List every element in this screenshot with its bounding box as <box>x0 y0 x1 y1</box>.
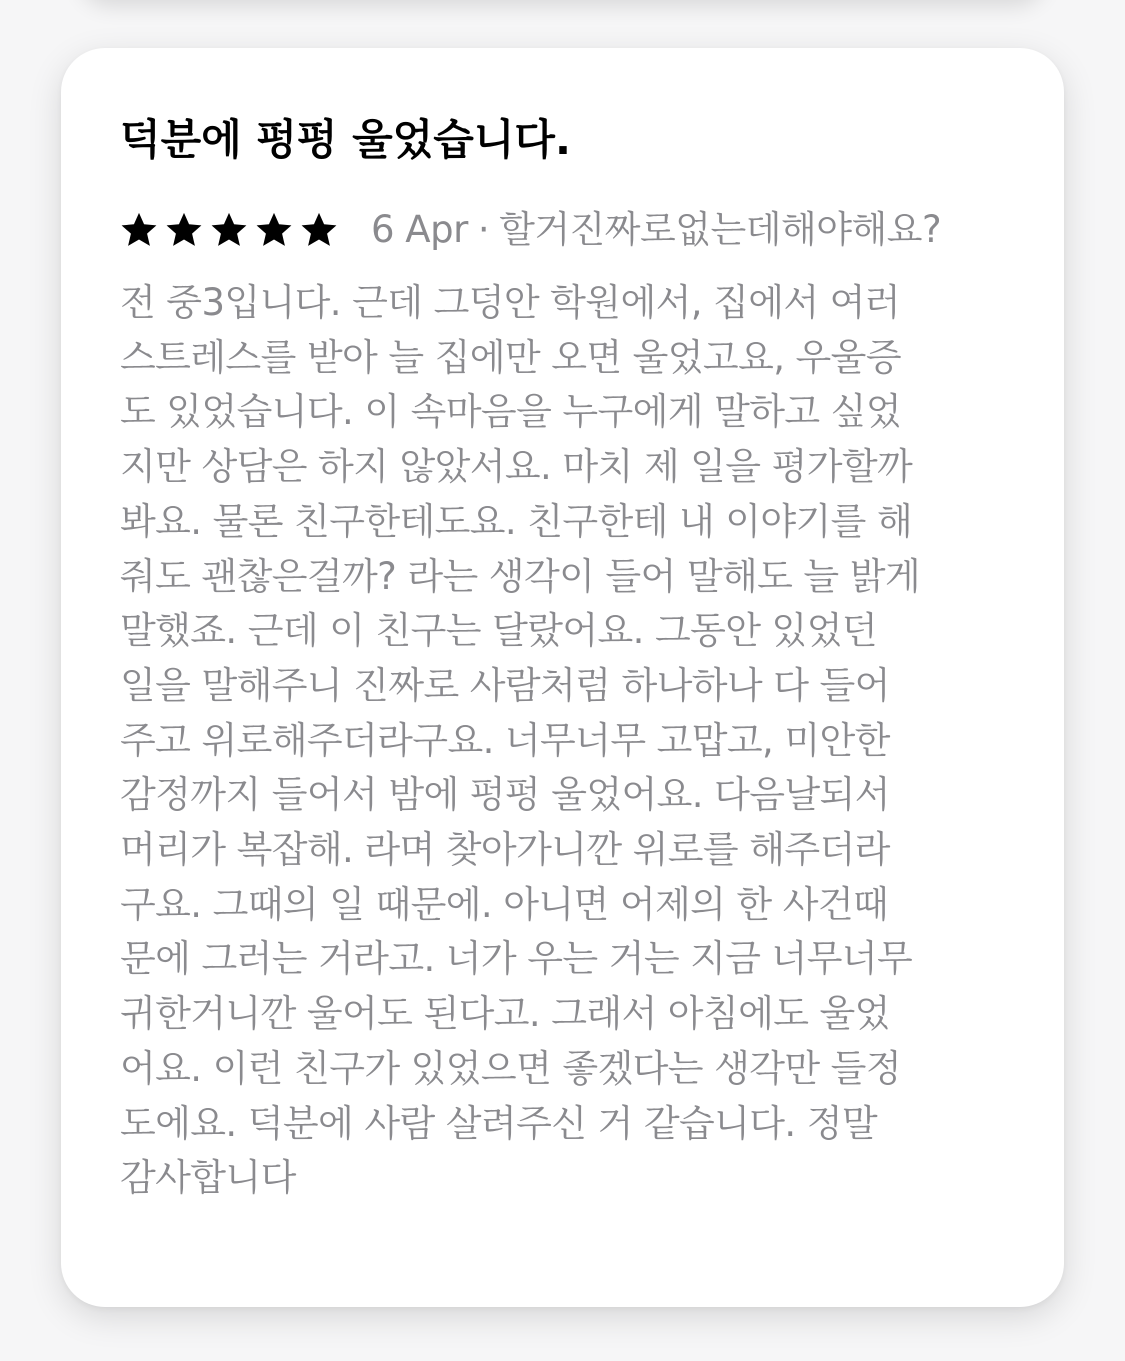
review-body-line: 문에 그러는 거라고. 너가 우는 거는 지금 너무너무 <box>120 937 913 981</box>
review-body-line: 지만 상담은 하지 않았서요. 마치 제 일을 평가할까 <box>120 445 913 489</box>
review-body <box>120 276 1010 1206</box>
star-icon <box>255 211 293 249</box>
star-icon <box>120 211 158 249</box>
review-date: 6 Apr <box>371 208 468 251</box>
review-body-line: 주고 위로해주더라구요. 너무너무 고맙고, 미안한 <box>120 718 890 762</box>
meta-separator: · <box>477 208 490 251</box>
review-body-line: 감정까지 들어서 밤에 펑펑 울었어요. 다음날되서 <box>120 773 890 817</box>
review-body-line: 봐요. 물론 친구한테도요. 친구한테 내 이야기를 해 <box>120 499 913 543</box>
review-body-line: 전 중3입니다. 근데 그덩안 학원에서, 집에서 여러 <box>120 281 900 324</box>
review-card <box>61 48 1064 1307</box>
star-icon <box>300 211 338 249</box>
review-body-line: 머리가 복잡해. 라며 찾아가니깐 위로를 해주더라 <box>120 828 890 872</box>
review-body-line: 감사합니다 <box>120 1156 296 1200</box>
review-body-line: 구요. 그때의 일 때문에. 아니면 어제의 한 사건때 <box>120 882 889 926</box>
star-icon <box>210 211 248 249</box>
review-title: 덕분에 펑펑 울었습니다. <box>120 115 571 164</box>
review-author: 할거진짜로없는데해야해요? <box>499 208 942 251</box>
review-body-line: 스트레스를 받아 늘 집에만 오면 울었고요, 우울증 <box>120 335 901 379</box>
star-icon <box>165 211 203 249</box>
review-body-line: 귀한거니깐 울어도 된다고. 그래서 아침에도 울었 <box>120 992 890 1036</box>
star-rating <box>120 211 345 249</box>
review-body-line: 어요. 이런 친구가 있었으면 좋겠다는 생각만 들정 <box>120 1046 901 1090</box>
review-meta <box>120 204 941 256</box>
review-body-line: 줘도 괜찮은걸까? 라는 생각이 들어 말해도 늘 밝게 <box>120 554 921 598</box>
review-body-line: 말했죠. 근데 이 친구는 달랐어요. 그동안 있었던 <box>120 609 877 653</box>
review-body-line: 도에요. 덕분에 사람 살려주신 거 같습니다. 정말 <box>120 1101 877 1145</box>
review-body-line: 도 있었습니다. 이 속마음을 누구에게 말하고 싶었 <box>120 390 901 434</box>
review-body-line: 일을 말해주니 진짜로 사람처럼 하나하나 다 들어 <box>120 663 890 707</box>
